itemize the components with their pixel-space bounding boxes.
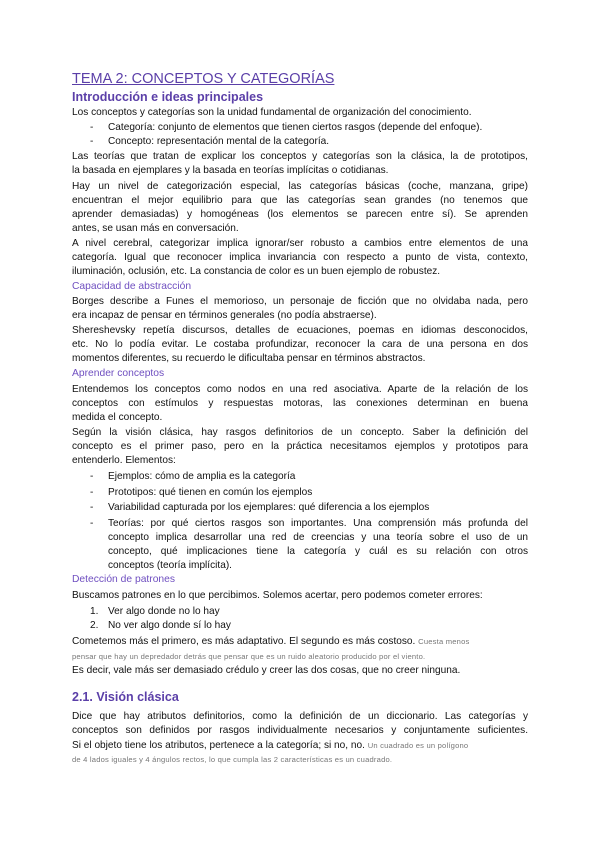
bullet-dash: - — [90, 487, 94, 498]
patrones-paragraph-2-line — [72, 635, 528, 648]
aprender-bullet-teorias-line: concepto implica desarrollar una red de creencias y una teoría sobre el uso de un — [108, 532, 528, 543]
aprender-paragraph-2-line: concepto es el primer paso, pero en la práctica necesitamos ejemplos y prototipos para — [72, 441, 528, 452]
clasica-paragraph-line — [72, 739, 528, 752]
abstraccion-paragraph-1-line: Borges describe a Funes el memorioso, un personaje de ficción que no olvidaba nada, pero — [72, 296, 528, 307]
intro-paragraph-4-line: iluminación, oclusión, etc. La constancia de color es un buen ejemplo de robustez. — [72, 266, 441, 277]
bullet-dash: - — [90, 518, 94, 529]
aprender-bullet-teorias-line: concepto, qué implicaciones tiene la categoría y cuál es su relación con otros — [108, 546, 528, 557]
bullet-dash: - — [90, 122, 94, 133]
intro-paragraph-3-line: antes, se usan más en conversación. — [72, 223, 239, 234]
aprender-bullet-ejemplos: Ejemplos: cómo de amplia es la categoría — [108, 471, 296, 482]
abstraccion-paragraph-2-line: Shereshevsky repetía discursos, detalles de ecuaciones, poemas en idiomas desconocidos, — [72, 325, 528, 336]
aprender-paragraph-2-line: entenderlo. Elementos: — [72, 455, 176, 466]
patrones-paragraph-2-note: pensar que hay un depredador detrás que pensar que es un ruido aleatorio producido por el viento. — [72, 652, 426, 661]
abstraccion-paragraph-1-line: era incapaz de pensar en términos generales (no podía abstraerse). — [72, 310, 377, 321]
abstraccion-paragraph-2-line: momentos diferentes, su recuerdo le dificultaba pensar en términos abstractos. — [72, 353, 426, 364]
intro-paragraph-4-line: categoría. Igual que reconocer implica invariancia con respecto a punto de vista, contexto, — [72, 252, 528, 263]
section-heading-aprender: Aprender conceptos — [72, 368, 165, 379]
section-heading-patrones: Detección de patrones — [72, 574, 176, 585]
intro-bullet-2: Concepto: representación mental de la categoría. — [108, 136, 330, 147]
aprender-paragraph-1-line: medida el concepto. — [72, 412, 163, 423]
patrones-list-item-1: Ver algo donde no lo hay — [108, 606, 220, 617]
aprender-paragraph-1-line: conceptos con estímulos y respuestas motoras, las conexiones determinan en buena — [72, 398, 528, 409]
document-title: TEMA 2: CONCEPTOS Y CATEGORÍAS — [72, 71, 335, 87]
clasica-paragraph-line: Dice que hay atributos definitorios, como la definición de un diccionario. Las categorías y — [72, 711, 528, 722]
aprender-bullet-teorias-line: conceptos (teoría implícita). — [108, 560, 232, 571]
list-number: 1. — [90, 606, 99, 617]
intro-paragraph-1: Los conceptos y categorías son la unidad fundamental de organización del conocimiento. — [72, 107, 472, 118]
aprender-bullet-teorias-line: Teorías: por qué ciertos rasgos son importantes. Una comprensión más profunda del — [108, 518, 528, 529]
abstraccion-paragraph-2-line: etc. No lo podía evitar. Le costaba profundizar, reconocer la cara de una persona en dos — [72, 339, 528, 350]
clasica-paragraph-line: conceptos son definidos por rasgos individualmente necesarios y conjuntamente suficientes. — [72, 725, 528, 736]
clasica-paragraph-line — [72, 753, 528, 766]
intro-paragraph-2-line: la basada en ejemplares y la basada en teorías implícitas o cotidianas. — [72, 165, 389, 176]
patrones-list-item-2: No ver algo donde sí lo hay — [108, 620, 231, 631]
bullet-dash: - — [90, 502, 94, 513]
intro-paragraph-3-line: Hay un nivel de categorización especial, las categorías básicas (coche, manzana, gripe) — [72, 181, 528, 192]
clasica-paragraph-note: Un cuadrado es un polígono — [367, 741, 469, 750]
patrones-paragraph-2-main: Cometemos más el primero, es más adaptativo. El segundo es más costoso. — [72, 636, 416, 647]
patrones-paragraph-2-note: Cuesta menos — [418, 637, 470, 646]
aprender-paragraph-2-line: Según la visión clásica, hay rasgos definitorios de un concepto. Saber la definición del — [72, 427, 528, 438]
bullet-dash: - — [90, 471, 94, 482]
clasica-paragraph-main: Si el objeto tiene los atributos, pertenece a la categoría; si no, no. — [72, 740, 365, 751]
aprender-paragraph-1-line: Entendemos los conceptos como nodos en una red asociativa. Aparte de la relación de los — [72, 384, 528, 395]
clasica-paragraph-note: de 4 lados iguales y 4 ángulos rectos, lo que cumpla las 2 características es un cuadrado. — [72, 755, 393, 764]
section-heading-abstraccion: Capacidad de abstracción — [72, 281, 192, 292]
intro-paragraph-3-line: aprender demasiadas) y homogéneas (los elementos se parecen entre sí). Se aprenden — [72, 209, 528, 220]
list-number: 2. — [90, 620, 99, 631]
intro-paragraph-3-line: encuentran el mejor equilibrio para que las categorías sean grandes (no tenemos que — [72, 195, 528, 206]
intro-bullet-1: Categoría: conjunto de elementos que tienen ciertos rasgos (depende del enfoque). — [108, 122, 483, 133]
patrones-paragraph-2-line — [72, 650, 528, 663]
section-heading-vision-clasica: 2.1. Visión clásica — [72, 690, 179, 704]
aprender-bullet-variabilidad: Variabilidad capturada por los ejemplares: qué diferencia a los ejemplos — [108, 502, 430, 513]
intro-paragraph-4-line: A nivel cerebral, categorizar implica ignorar/ser robusto a cambios entre elementos de una — [72, 238, 528, 249]
patrones-paragraph-1: Buscamos patrones en lo que percibimos. Solemos acertar, pero podemos cometer errores: — [72, 590, 483, 601]
section-heading-intro: Introducción e ideas principales — [72, 90, 264, 104]
bullet-dash: - — [90, 136, 94, 147]
patrones-paragraph-3: Es decir, vale más ser demasiado crédulo y creer las dos cosas, que no creer ninguna. — [72, 665, 461, 676]
aprender-bullet-prototipos: Prototipos: qué tienen en común los ejemplos — [108, 487, 313, 498]
intro-paragraph-2-line: Las teorías que tratan de explicar los conceptos y categorías son la clásica, la de prototipos, — [72, 151, 528, 162]
